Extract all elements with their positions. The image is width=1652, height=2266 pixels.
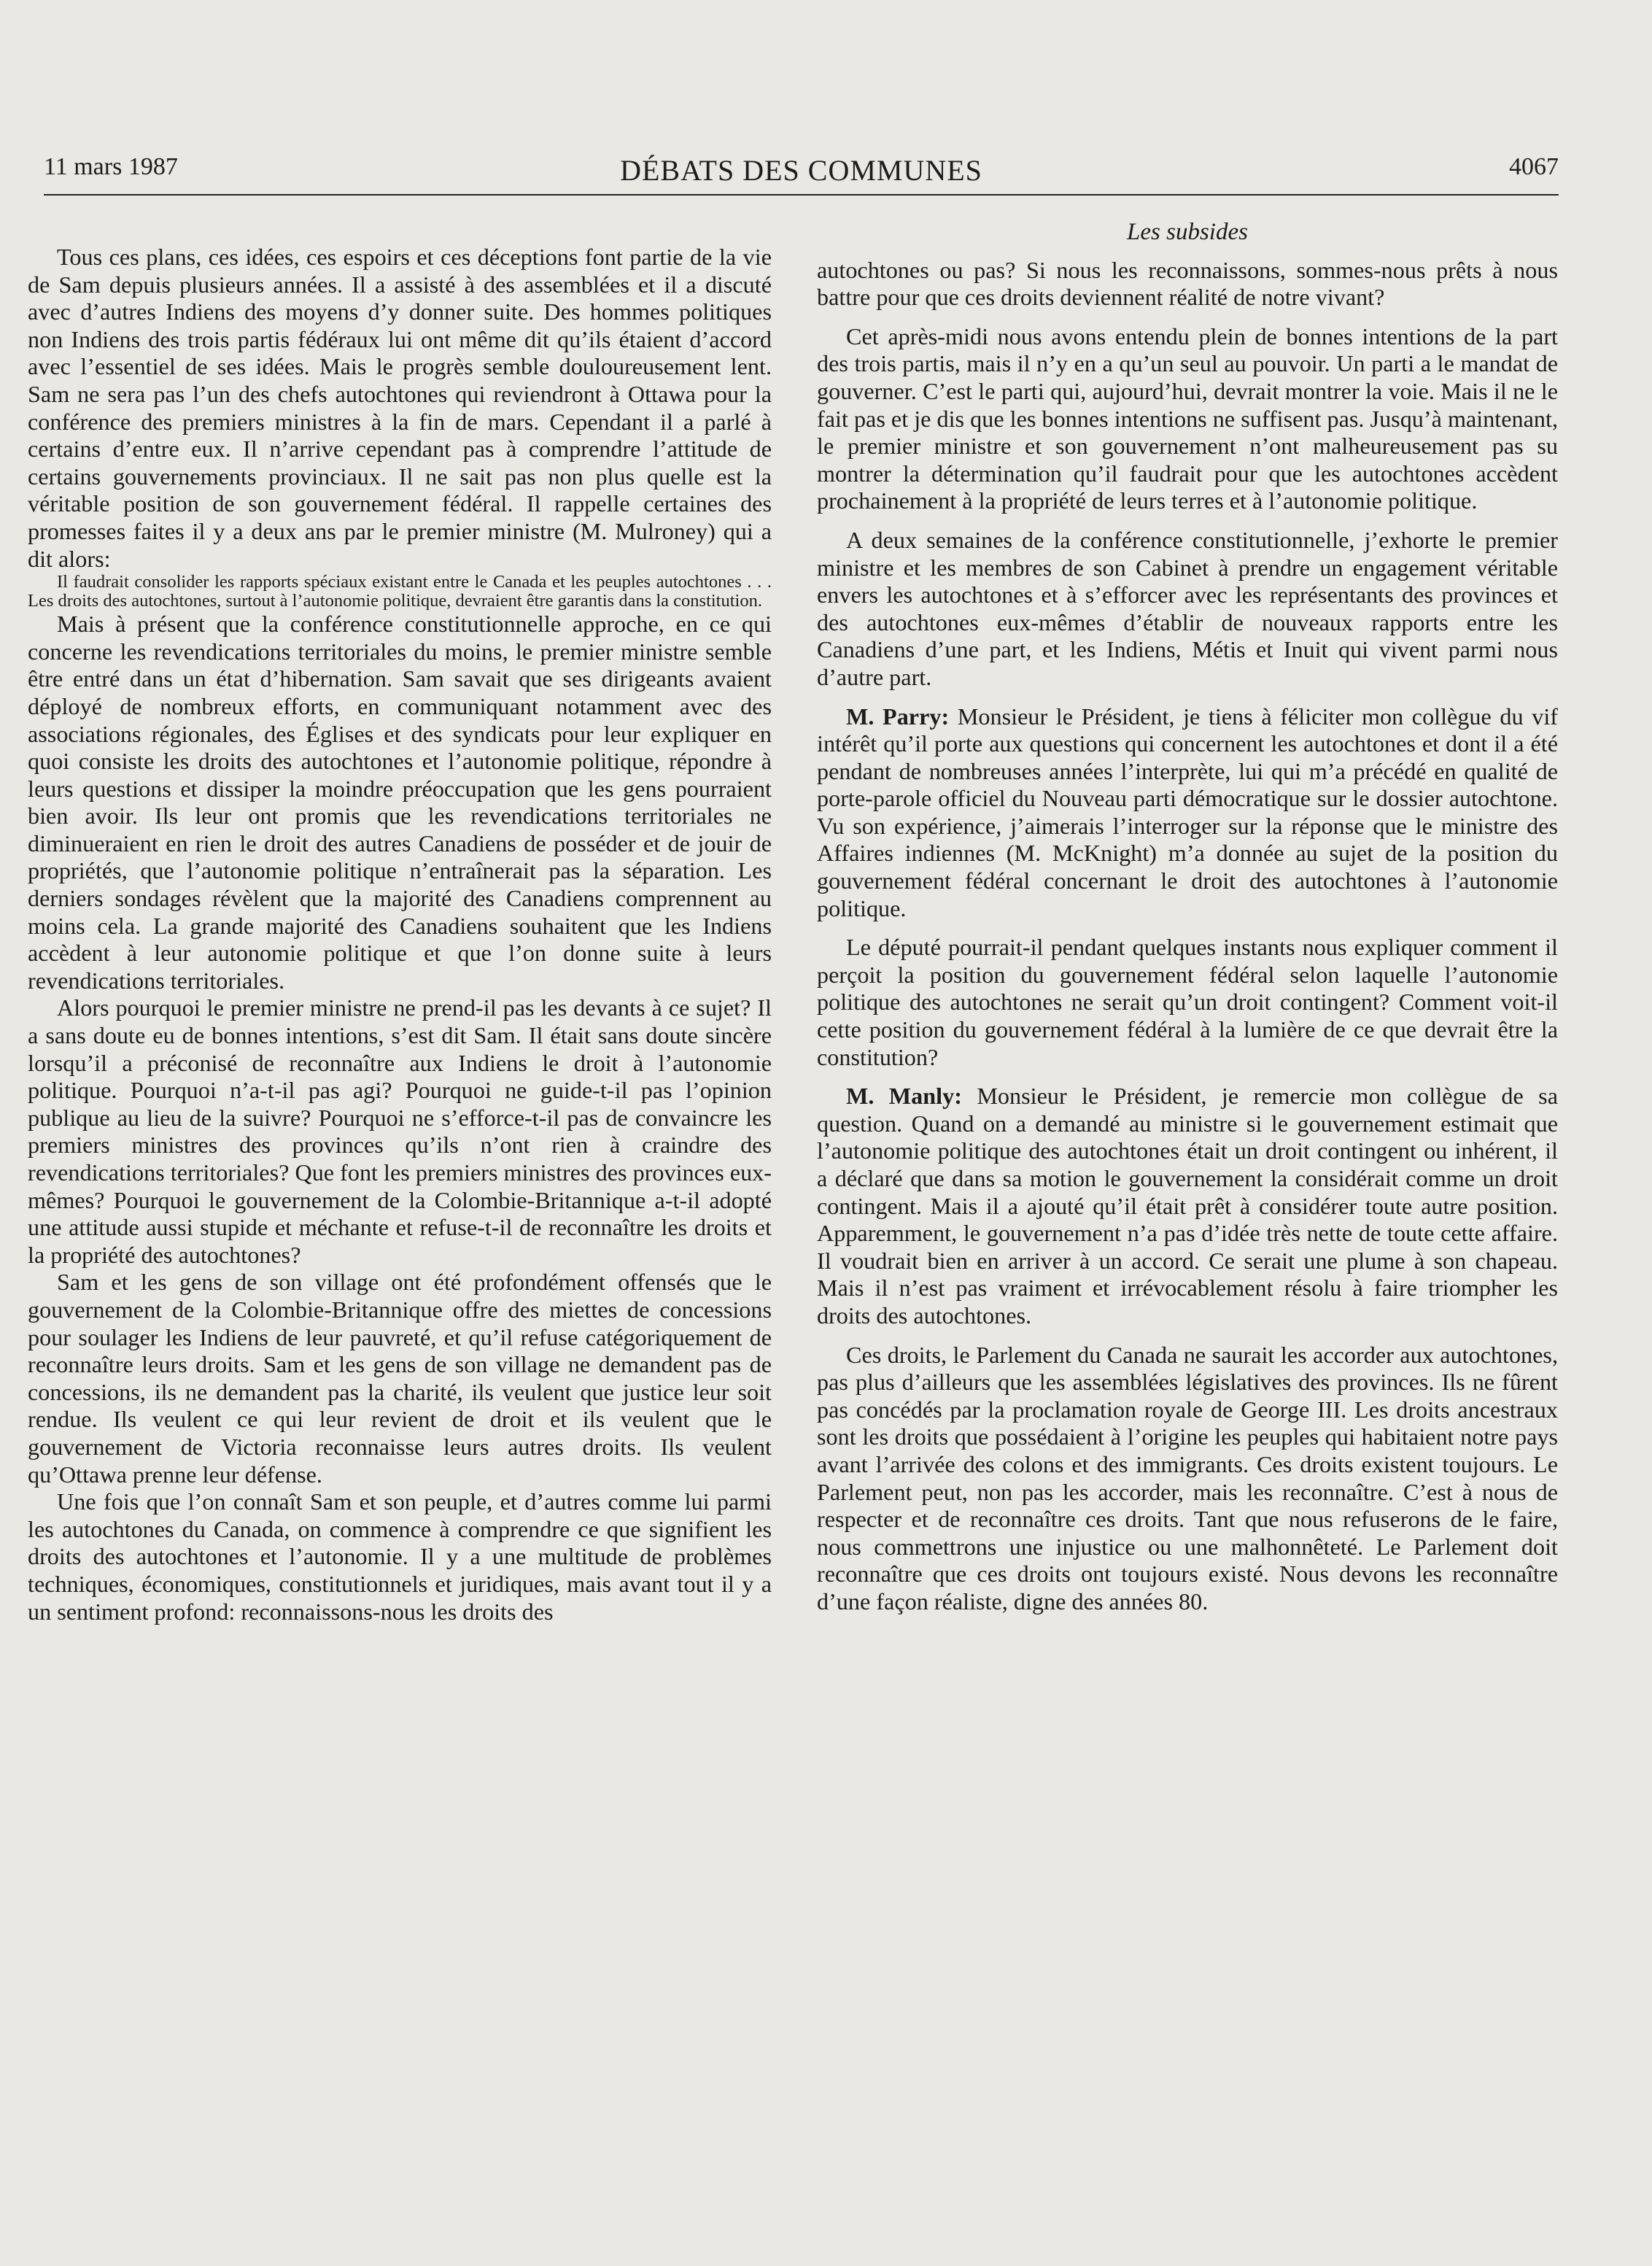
right-column bbox=[817, 219, 1558, 1628]
left-quote: Il faudrait consolider les rapports spéciaux existant entre le Canada et les peuples autochtones . . . Les droits des autochtones, surtout à l’autonomie politique, devraient être garantis dans la constitution. bbox=[28, 572, 772, 611]
header-page-number: 4067 bbox=[1509, 153, 1559, 180]
manly-speech: Monsieur le Président, je remercie mon collègue de sa question. Quand on a demandé au ministre si le gouvernement estimait que l’autonomie politique des autochtones était un droit contingent ou inhérent, il a déclaré que dans sa motion le gouvernement la considérait comme un droit contingent. Mais il a ajouté qu’il était prêt à considérer toute autre position. Apparemment, le gouvernement n’a pas d’idée très nette de toute cette affaire. Il voudrait bien en arriver à un accord. Ce serait une plume à son chapeau. Mais il n’est pas vraiment et irrévocablement résolu à faire triompher les droits des autochtones. bbox=[817, 1083, 1558, 1329]
right-paragraph-1: autochtones ou pas? Si nous les reconnaissons, sommes-nous prêts à nous battre pour que ces droits deviennent réalité de notre vivant? bbox=[817, 256, 1558, 311]
right-paragraph-2: Cet après-midi nous avons entendu plein de bonnes intentions de la part des trois partis, mais il n’y en a qu’un seul au pouvoir. Un parti a le mandat de gouverner. C’est le parti qui, aujourd’hui, devrait montrer la voie. Mais il ne le fait pas et je dis que les bonnes intentions ne suffisent pas. Jusqu’à maintenant, le premier ministre et son gouvernement n’ont malheureusement pas su montrer la détermination qu’il faudrait pour que les autochtones accèdent prochainement à la propriété de leurs terres et à l’autonomie politique. bbox=[817, 322, 1558, 514]
header-title: DÉBATS DES COMMUNES bbox=[620, 154, 982, 187]
right-paragraph-7: Ces droits, le Parlement du Canada ne saurait les accorder aux autochtones, pas plus d’ailleurs que les assemblées législatives des provinces. Ils ne fûrent pas concédés par la proclamation royale de George III. Les droits ancestraux sont les droits que possédaient à l’origine les peuples qui habitaient notre pays avant l’arrivée des colons et des immigrants. Ces droits existent toujours. Le Parlement peut, non pas les accorder, mais les reconnaître. C’est à nous de respecter et de reconnaître ces droits. Tant que nous refuserons de le faire, nous commettrons une injustice ou une malhonnêteté. Le Parlement doit reconnaître que ces droits ont toujours existé. Nous devons les reconnaître d’une façon réaliste, digne des années 80. bbox=[817, 1341, 1558, 1615]
header-rule bbox=[44, 194, 1559, 196]
speaker-parry: M. Parry: bbox=[846, 703, 950, 730]
right-paragraph-5: Le député pourrait-il pendant quelques instants nous expliquer comment il perçoit la position du gouvernement fédéral selon laquelle l’autonomie politique des autochtones ne serait qu’un droit contingent? Comment voit-il cette position du gouvernement fédéral à la lumière de ce que devrait être la constitution? bbox=[817, 934, 1558, 1070]
left-paragraph-4: Sam et les gens de son village ont été profondément offensés que le gouvernement de la Colombie-Britannique offre des miettes de concessions pour soulager les Indiens de leur pauvreté, et qu’il refuse catégoriquement de reconnaître leurs droits. Sam et les gens de son village ne demandent pas de concessions, ils ne demandent pas la charité, ils veulent que justice leur soit rendue. Ils veulent ce qui leur revient de droit et ils veulent que le gouvernement de Victoria reconnaisse leurs autres droits. Ils veulent qu’Ottawa prenne leur défense. bbox=[28, 1269, 772, 1488]
right-paragraph-3: A deux semaines de la conférence constitutionnelle, j’exhorte le premier ministre et les membres de son Cabinet à prendre un engagement véritable envers les autochtones et à s’efforcer avec les représentants des provinces et des autochtones eux-mêmes d’établir de nouveaux rapports entre les Canadiens d’une part, et les Indiens, Métis et Inuit qui vivent parmi nous d’autre part. bbox=[817, 526, 1558, 690]
parry-speech: Monsieur le Président, je tiens à féliciter mon collègue du vif intérêt qu’il porte aux questions qui concernent les autochtones et dont il a été pendant de nombreuses années l’interprète, lui qui m’a précédé en qualité de porte-parole officiel du Nouveau parti démocratique sur le dossier autochtone. Vu son expérience, j’aimerais l’interroger sur la réponse que le ministre des Affaires indiennes (M. McKnight) m’a donnée au sujet de la position du gouvernement fédéral concernant le droit des autochtones à l’autonomie politique. bbox=[817, 703, 1558, 921]
speaker-manly: M. Manly: bbox=[846, 1083, 962, 1110]
left-paragraph-1: Tous ces plans, ces idées, ces espoirs et ces déceptions font partie de la vie de Sam depuis plusieurs années. Il a assisté à des assemblées et il a discuté avec d’autres Indiens des moyens d’y donner suite. Des hommes politiques non Indiens des trois partis fédéraux lui ont même dit qu’ils étaient d’accord avec l’essentiel de ses idées. Mais le progrès semble douloureusement lent. Sam ne sera pas l’un des chefs autochtones qui reviendront à Ottawa pour la conférence des premiers ministres à la fin de mars. Cependant il a parlé à certains d’entre eux. Il n’arrive cependant pas à comprendre l’attitude de certains gouvernements provinciaux. Il ne sait pas non plus quelle est la véritable position de son gouvernement fédéral. Il rappelle certaines des promesses faites il y a deux ans par le premier ministre (M. Mulroney) qui a dit alors: bbox=[28, 244, 772, 572]
page-header bbox=[44, 146, 1559, 196]
right-paragraph-4 bbox=[817, 703, 1558, 923]
header-date: 11 mars 1987 bbox=[44, 153, 178, 180]
left-paragraph-2: Mais à présent que la conférence constitutionnelle approche, en ce qui concerne les revendications territoriales du moins, le premier ministre semble être entré dans un état d’hibernation. Sam savait que ses dirigeants avaient déployé de nombreux efforts, en communiquant notamment avec des associations régionales, des Églises et des syndicats pour leur expliquer en quoi consiste les droits des autochtones et l’autonomie politique, répondre à leurs questions et dissiper la moindre préoccupation que les gens pourraient bien avoir. Ils leur ont promis que les revendications territoriales ne diminueraient en rien le droit des autres Canadiens de posséder et de jouir de propriétés, que l’autonomie politique n’entraînerait pas la séparation. Les derniers sondages révèlent que la majorité des Canadiens comprennent au moins cela. La grande majorité des Canadiens souhaitent que les Indiens accèdent à leur autonomie politique et que l’on donne suite à leurs revendications territoriales. bbox=[28, 611, 772, 994]
left-column bbox=[28, 244, 772, 1625]
left-paragraph-5: Une fois que l’on connaît Sam et son peuple, et d’autres comme lui parmi les autochtones du Canada, on commence à comprendre ce que signifient les droits des autochtones et l’autonomie. Il y a une multitude de problèmes techniques, économiques, constitutionnels et juridiques, mais avant tout il y a un sentiment profond: reconnaissons-nous les droits des bbox=[28, 1488, 772, 1625]
right-paragraph-6 bbox=[817, 1083, 1558, 1329]
section-title: Les subsides bbox=[1127, 219, 1248, 245]
left-paragraph-3: Alors pourquoi le premier ministre ne prend-il pas les devants à ce sujet? Il a sans doute eu de bonnes intentions, s’est dit Sam. Il était sans doute sincère lorsqu’il a préconisé de reconnaître aux Indiens le droit à l’autonomie politique. Pourquoi n’a-t-il pas agi? Pourquoi ne guide-t-il pas l’opinion publique au lieu de la suivre? Pourquoi ne s’efforce-t-il pas de convaincre les premiers ministres des provinces qu’ils n’ont rien à craindre des revendications territoriales? Que font les premiers ministres des provinces eux-mêmes? Pourquoi le gouvernement de la Colombie-Britannique a-t-il adopté une attitude aussi stupide et méchante et refuse-t-il de reconnaître les droits et la propriété des autochtones? bbox=[28, 994, 772, 1268]
